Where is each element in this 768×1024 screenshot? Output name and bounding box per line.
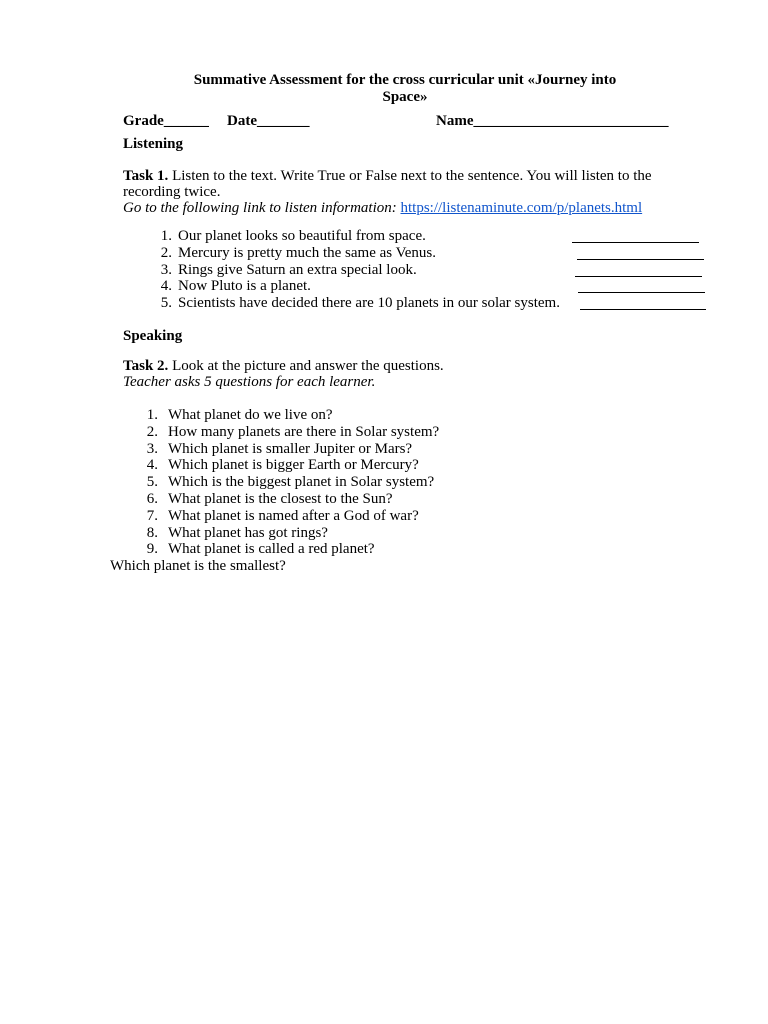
list-item-number: 4. [160,278,172,294]
list-item-number: 9. [146,541,158,557]
list-item-number: 2. [160,245,172,261]
listening-heading: Listening [123,136,184,152]
last-question: Which planet is the smallest? [110,558,286,574]
name-field: Name__________________________ [436,113,669,129]
link-line [123,200,642,217]
list-item-text: Now Pluto is a planet. [178,278,311,294]
list-item-number: 5. [146,474,158,490]
date-field: Date_______ [227,113,310,129]
list-item-number: 3. [146,441,158,457]
list-item-number: 4. [146,457,158,473]
link-intro: Go to the following link to listen information: [123,200,397,216]
list-item-text: Rings give Saturn an extra special look. [178,262,417,278]
task2-line [123,358,444,375]
list-item-number: 5. [160,295,172,311]
grade-field: Grade______ [123,113,209,129]
list-item-text: What planet has got rings? [168,525,328,541]
list-item-text: How many planets are there in Solar system? [168,424,440,440]
answer-blank[interactable] [578,292,705,293]
answer-blank[interactable] [577,259,704,260]
task2-text: Look at the picture and answer the questions. [172,358,444,374]
list-item-number: 1. [146,407,158,423]
task1-text-line2: recording twice. [123,184,221,200]
list-item-text: Mercury is pretty much the same as Venus. [178,245,436,261]
list-item-text: Scientists have decided there are 10 planets in our solar system. [178,295,560,311]
list-item-text: What planet is the closest to the Sun? [168,491,393,507]
list-item-text: Which is the biggest planet in Solar system? [168,474,435,490]
list-item-number: 2. [146,424,158,440]
list-item-text: Our planet looks so beautiful from space. [178,228,426,244]
speaking-heading: Speaking [123,328,183,344]
task1-label: Task 1. [123,168,169,184]
task1-line1 [123,168,652,185]
list-item-number: 6. [146,491,158,507]
list-item-number: 1. [160,228,172,244]
task1-text-line1: Listen to the text. Write True or False next to the sentence. You will listen to the [172,168,652,184]
task2-instruction: Teacher asks 5 questions for each learner. [123,374,376,390]
list-item-text: Which planet is bigger Earth or Mercury? [168,457,419,473]
answer-blank[interactable] [580,309,706,310]
list-item-number: 7. [146,508,158,524]
list-item-text: Which planet is smaller Jupiter or Mars? [168,441,413,457]
list-item-text: What planet is called a red planet? [168,541,375,557]
list-item-number: 8. [146,525,158,541]
list-item-text: What planet do we live on? [168,407,333,423]
planets-link[interactable]: https://listenaminute.com/p/planets.html [400,200,643,216]
page-title: Summative Assessment for the cross curricular unit «Journey into Space» [193,72,617,105]
answer-blank[interactable] [572,242,699,243]
list-item-text: What planet is named after a God of war? [168,508,419,524]
task2-label: Task 2. [123,358,169,374]
list-item-number: 3. [160,262,172,278]
answer-blank[interactable] [575,276,702,277]
